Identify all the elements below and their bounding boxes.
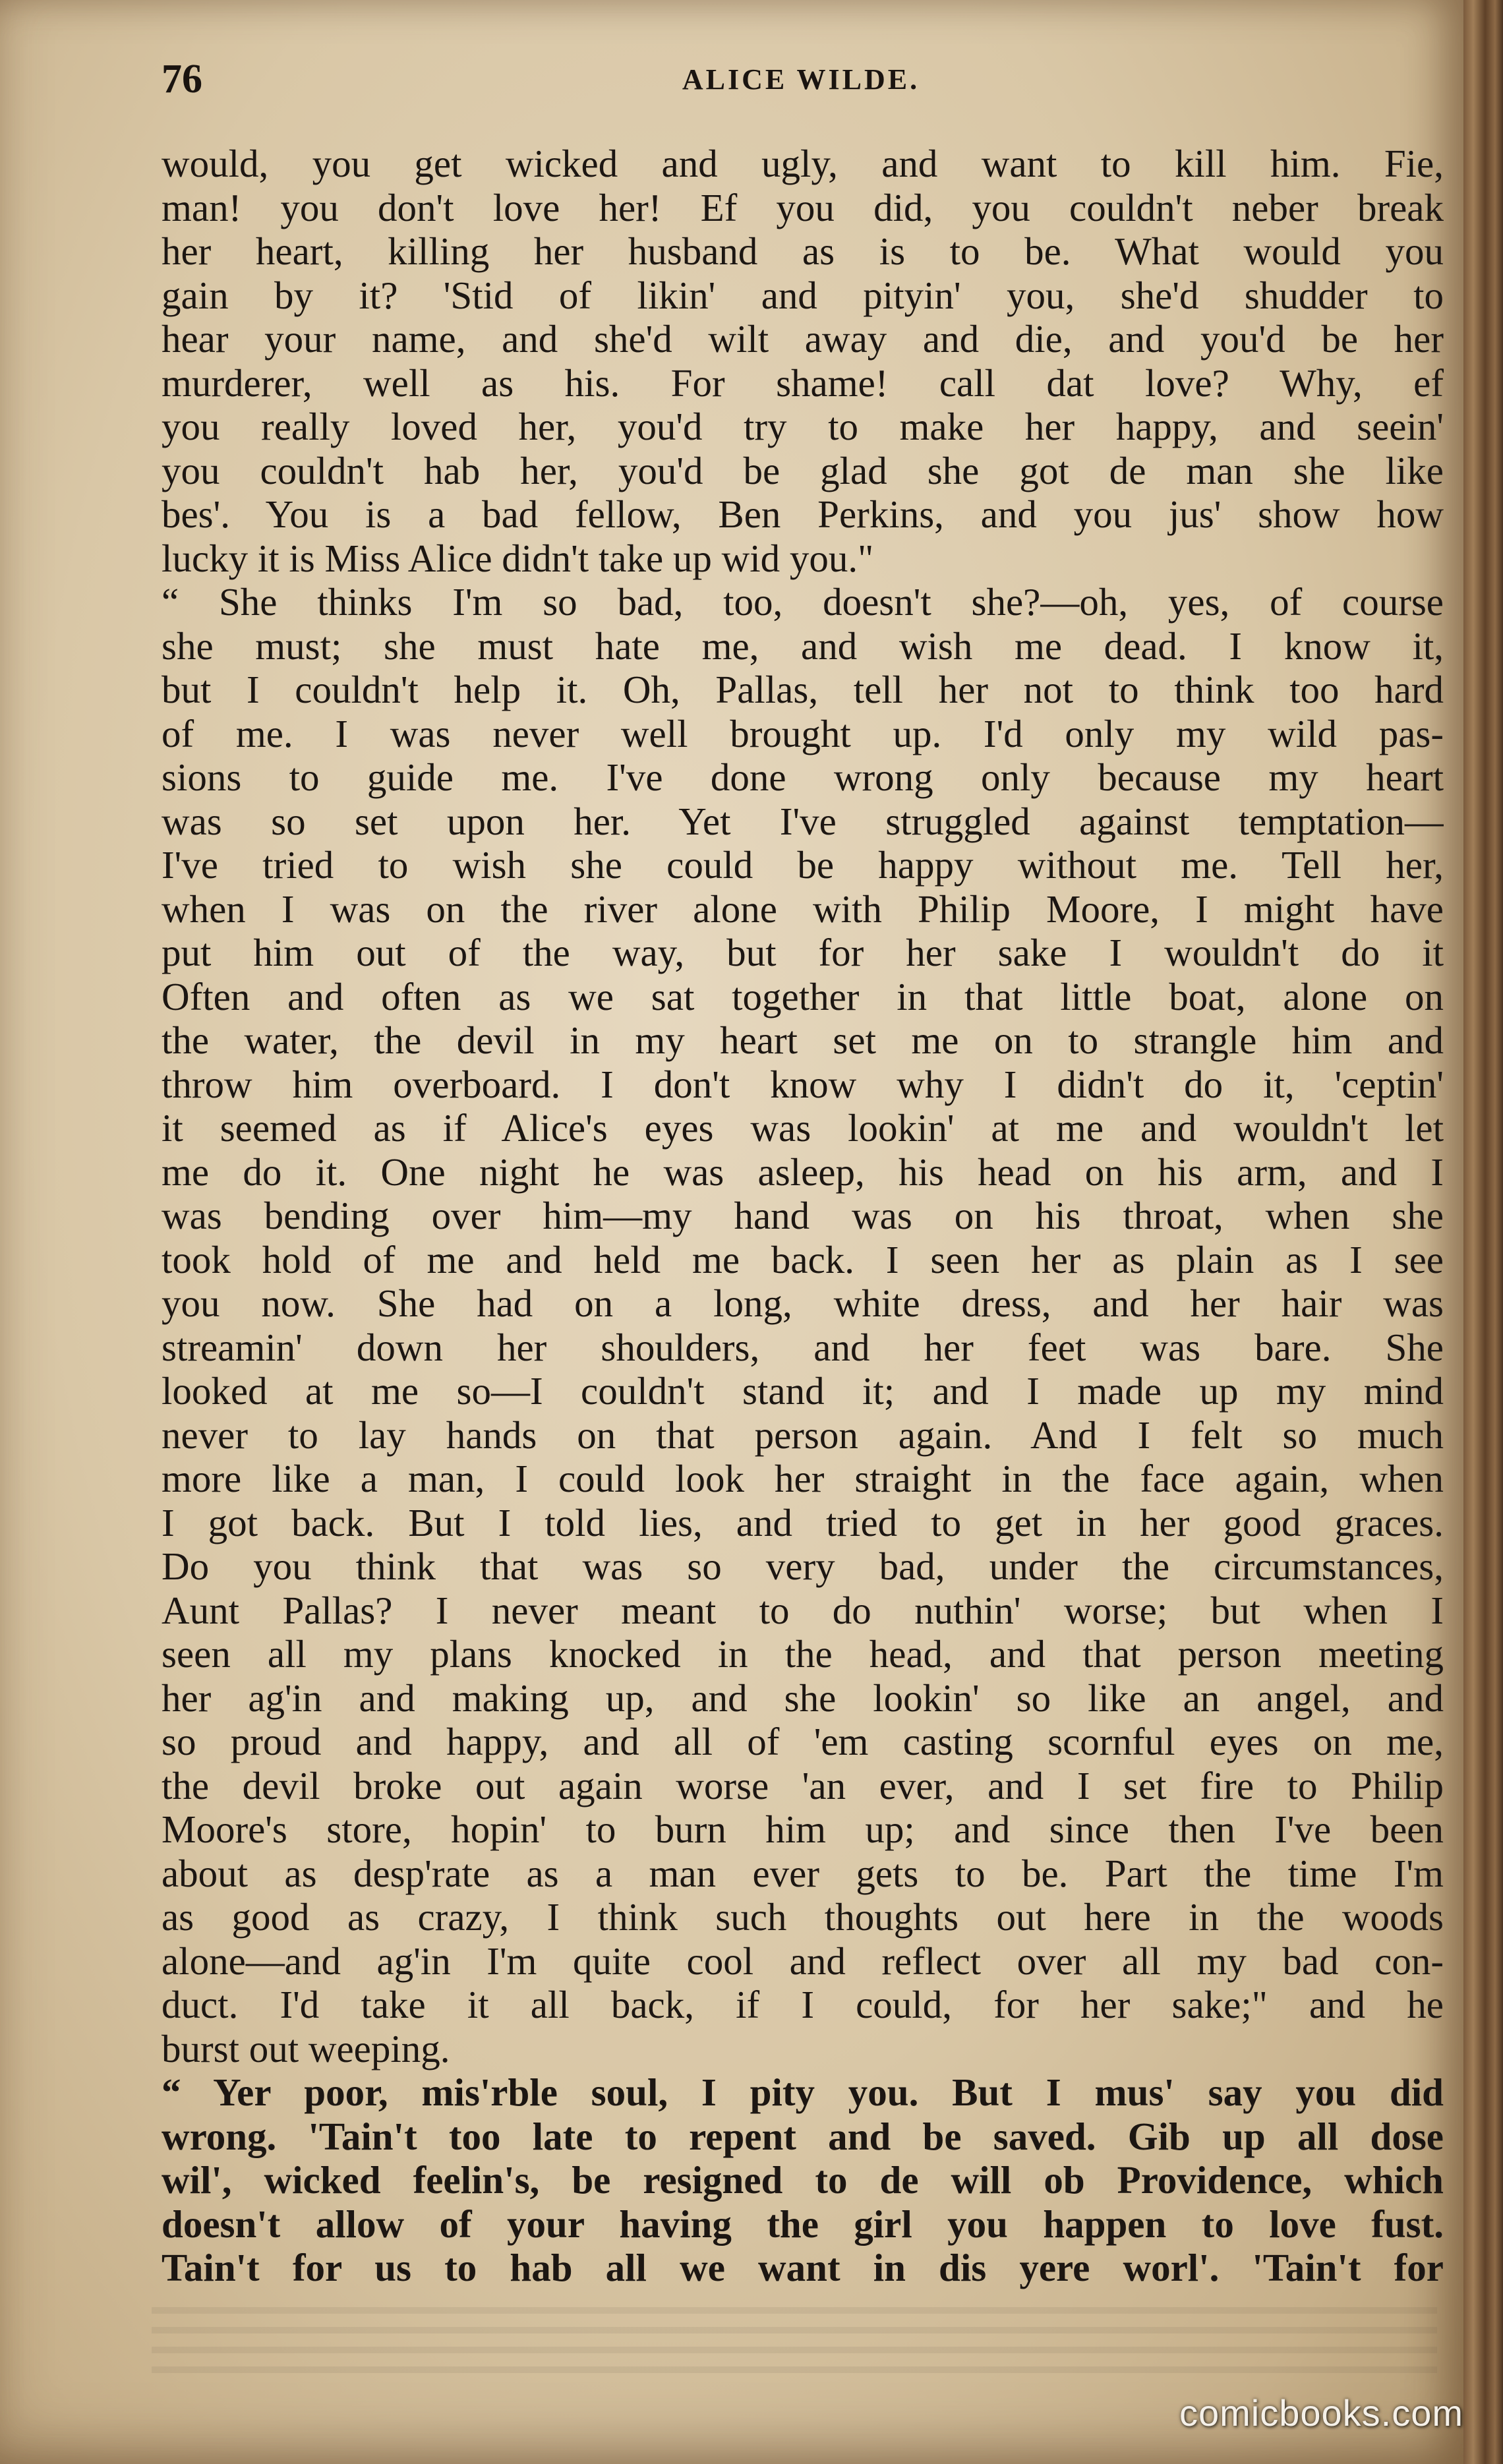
text-line: when I was on the river alone with Philip Moore, I might have — [162, 887, 1444, 931]
text-line: looked at me so—I couldn't stand it; and I made up my mind — [162, 1369, 1444, 1413]
text-line: I've tried to wish she could be happy without me. Tell her, — [162, 843, 1444, 887]
text-line: Moore's store, hopin' to burn him up; and since then I've been — [162, 1807, 1444, 1851]
text-line: wil', wicked feelin's, be resigned to de will ob Providence, which — [162, 2158, 1444, 2202]
text-line: her ag'in and making up, and she lookin' so like an angel, and — [162, 1676, 1444, 1720]
text-line: sions to guide me. I've done wrong only because my heart — [162, 755, 1444, 799]
text-line: duct. I'd take it all back, if I could, for her sake;" and he — [162, 1983, 1444, 2026]
text-line: more like a man, I could look her straight in the face again, when — [162, 1457, 1444, 1500]
page-header — [162, 56, 1447, 109]
text-line: burst out weeping. — [162, 2026, 450, 2070]
text-line: her heart, killing her husband as is to be. What would you — [162, 229, 1444, 273]
text-line: wrong. 'Tain't too late to repent and be saved. Gib up all dose — [162, 2114, 1444, 2158]
text-line: about as desp'rate as a man ever gets to be. Part the time I'm — [162, 1851, 1444, 1895]
text-line: you really loved her, you'd try to make her happy, and seein' — [162, 405, 1444, 448]
text-line: you couldn't hab her, you'd be glad she got de man she like — [162, 448, 1444, 492]
text-line: seen all my plans knocked in the head, and that person meeting — [162, 1632, 1444, 1676]
text-line: streamin' down her shoulders, and her feet was bare. She — [162, 1325, 1444, 1369]
text-line: doesn't allow of your having the girl you happen to love fust. — [162, 2202, 1444, 2246]
show-through-bleed — [152, 2307, 1437, 2386]
page-number: 76 — [162, 57, 202, 102]
text-line: Do you think that was so very bad, under the circumstances, — [162, 1544, 1444, 1588]
text-line: gain by it? 'Stid of likin' and pityin' you, she'd shudder to — [162, 273, 1444, 317]
text-line: Often and often as we sat together in that little boat, alone on — [162, 974, 1444, 1018]
paragraph — [162, 580, 1444, 2070]
text-line: Aunt Pallas? I never meant to do nuthin' worse; but when I — [162, 1588, 1444, 1632]
text-line: hear your name, and she'd wilt away and die, and you'd be her — [162, 317, 1444, 361]
text-line: me do it. One night he was asleep, his head on his arm, and I — [162, 1150, 1444, 1194]
text-line: would, you get wicked and ugly, and want to kill him. Fie, — [162, 142, 1444, 185]
paragraph — [162, 2070, 1444, 2290]
text-line: it seemed as if Alice's eyes was lookin' at me and wouldn't let — [162, 1106, 1444, 1150]
text-line: lucky it is Miss Alice didn't take up wid you." — [162, 536, 874, 580]
text-line: “ Yer poor, mis'rble soul, I pity you. But I mus' say you did — [162, 2070, 1444, 2114]
text-line: throw him overboard. I don't know why I didn't do it, 'ceptin' — [162, 1062, 1444, 1106]
text-line: I got back. But I told lies, and tried to get in her good graces. — [162, 1500, 1444, 1544]
text-line: never to lay hands on that person again. And I felt so much — [162, 1413, 1444, 1457]
running-head: ALICE WILDE. — [682, 63, 920, 96]
text-line: murderer, well as his. For shame! call dat love? Why, ef — [162, 361, 1444, 405]
text-line: of me. I was never well brought up. I'd only my wild pas- — [162, 711, 1444, 755]
text-line: but I couldn't help it. Oh, Pallas, tell her not to think too hard — [162, 668, 1444, 711]
page-edge — [1463, 0, 1503, 2464]
text-line: the devil broke out again worse 'an ever, and I set fire to Philip — [162, 1763, 1444, 1807]
paragraphs — [162, 142, 1444, 2290]
text-line: the water, the devil in my heart set me on to strangle him and — [162, 1018, 1444, 1062]
text-line: put him out of the way, but for her sake I wouldn't do it — [162, 931, 1444, 974]
text-line: you now. She had on a long, white dress, and her hair was — [162, 1281, 1444, 1325]
watermark: comicbooks.com — [1179, 2392, 1463, 2434]
body-text — [162, 142, 1444, 2290]
text-line: as good as crazy, I think such thoughts out here in the woods — [162, 1895, 1444, 1939]
text-line: Tain't for us to hab all we want in dis yere worl'. 'Tain't for — [162, 2246, 1444, 2289]
text-line: was bending over him—my hand was on his throat, when she — [162, 1194, 1444, 1237]
text-line: “ She thinks I'm so bad, too, doesn't she?—oh, yes, of course — [162, 580, 1444, 624]
text-line: alone—and ag'in I'm quite cool and reflect over all my bad con- — [162, 1939, 1444, 1983]
text-line: she must; she must hate me, and wish me dead. I know it, — [162, 624, 1444, 668]
text-line: bes'. You is a bad fellow, Ben Perkins, and you jus' show how — [162, 492, 1444, 536]
text-line: took hold of me and held me back. I seen her as plain as I see — [162, 1237, 1444, 1281]
text-line: man! you don't love her! Ef you did, you couldn't neber break — [162, 185, 1444, 229]
text-line: was so set upon her. Yet I've struggled against temptation— — [162, 799, 1444, 843]
text-line: so proud and happy, and all of 'em casting scornful eyes on me, — [162, 1720, 1444, 1763]
paragraph — [162, 142, 1444, 580]
